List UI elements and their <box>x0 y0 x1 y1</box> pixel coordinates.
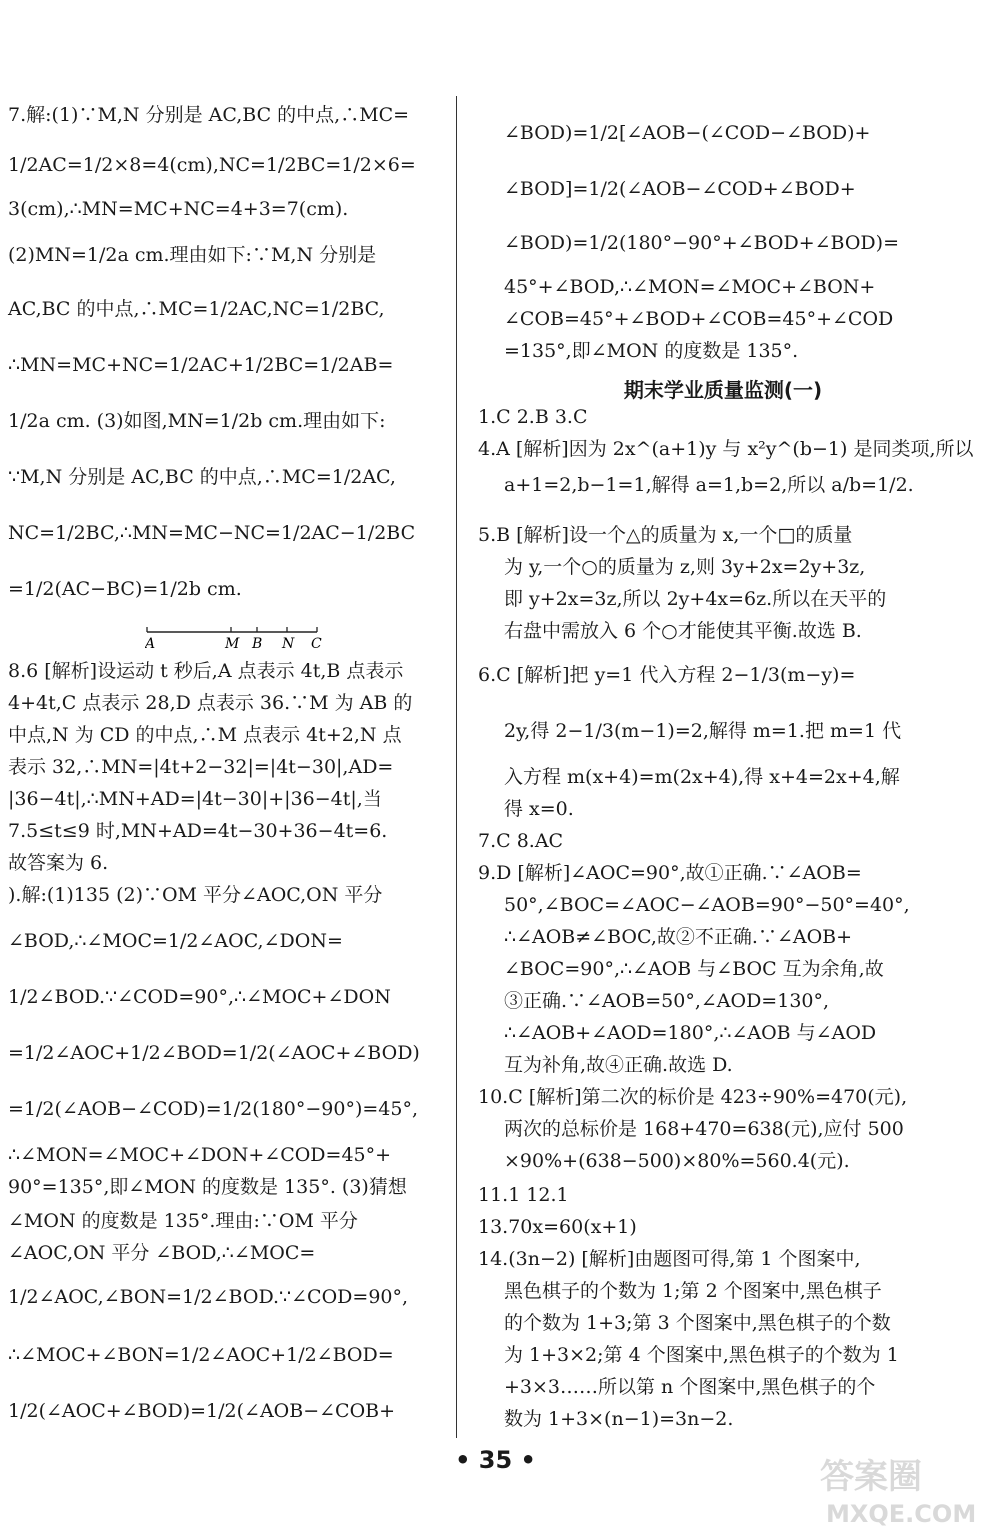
text-line: NC=1/2BC,∴MN=MC−NC=1/2AC−1/2BC <box>8 522 416 544</box>
text-line: ∵M,N 分别是 AC,BC 的中点,∴MC=1/2AC, <box>8 466 396 488</box>
text-line: 表示 32,∴MN=|4t+2−32|=|4t−30|,AD= <box>8 756 394 778</box>
text-line: 为 1+3×2;第 4 个图案中,黑色棋子的个数为 1 <box>504 1344 899 1366</box>
text-line: 两次的总标价是 168+470=638(元),应付 500 <box>504 1118 904 1140</box>
text-line: 1/2∠AOC,∠BON=1/2∠BOD.∵∠COD=90°, <box>8 1286 409 1308</box>
text-line: =1/2(∠AOB−∠COD)=1/2(180°−90°)=45°, <box>8 1098 419 1120</box>
text-line: ∠BOD)=1/2(180°−90°+∠BOD+∠BOD)= <box>504 232 899 254</box>
text-line: 45°+∠BOD,∴∠MON=∠MOC+∠BON+ <box>504 276 876 298</box>
watermark-domain: MXQE.COM <box>826 1500 977 1528</box>
text-line: 7.C 8.AC <box>478 830 564 852</box>
text-line: 1/2AC=1/2×8=4(cm),NC=1/2BC=1/2×6= <box>8 154 416 176</box>
text-line: 14.(3n−2) [解析]由题图可得,第 1 个图案中, <box>478 1248 861 1270</box>
text-line: =1/2∠AOC+1/2∠BOD=1/2(∠AOC+∠BOD) <box>8 1042 420 1064</box>
section-title: 期末学业质量监测(一) <box>623 378 823 402</box>
point-label-c: C <box>311 636 322 652</box>
text-line: 2y,得 2−1/3(m−1)=2,解得 m=1.把 m=1 代 <box>504 720 902 742</box>
point-label-m: M <box>225 636 240 652</box>
text-line: 互为补角,故④正确.故选 D. <box>504 1054 733 1076</box>
text-line: 中点,N 为 CD 的中点,∴M 点表示 4t+2,N 点 <box>8 724 402 746</box>
text-line: 8.6 [解析]设运动 t 秒后,A 点表示 4t,B 点表示 <box>8 660 404 682</box>
point-label-b: B <box>252 636 263 652</box>
text-line: 90°=135°,即∠MON 的度数是 135°. (3)猜想 <box>8 1176 407 1198</box>
text-line: ∠BOD]=1/2(∠AOB−∠COD+∠BOD+ <box>504 178 856 200</box>
text-line: 得 x=0. <box>504 798 574 820</box>
text-line: 1/2(∠AOC+∠BOD)=1/2(∠AOB−∠COB+ <box>8 1400 396 1422</box>
text-line: 7.解:(1)∵M,N 分别是 AC,BC 的中点,∴MC= <box>8 104 410 126</box>
text-line: ∴∠AOB≠∠BOC,故②不正确.∵∠AOB+ <box>504 926 853 948</box>
text-line: 7.5≤t≤9 时,MN+AD=4t−30+36−4t=6. <box>8 820 388 842</box>
watermark-text: 答案圈 <box>820 1457 922 1497</box>
text-line: +3×3……所以第 n 个图案中,黑色棋子的个 <box>504 1376 876 1398</box>
text-line: 5.B [解析]设一个△的质量为 x,一个□的质量 <box>478 524 853 546</box>
text-line: ∠MON 的度数是 135°.理由:∵OM 平分 <box>8 1210 358 1232</box>
text-line: 即 y+2x=3z,所以 2y+4x=6z.所以在天平的 <box>504 588 887 610</box>
text-line: ∠AOC,ON 平分 ∠BOD,∴∠MOC= <box>8 1242 316 1264</box>
text-line: 故答案为 6. <box>8 852 109 874</box>
text-line: AC,BC 的中点,∴MC=1/2AC,NC=1/2BC, <box>8 298 385 320</box>
text-line: ∠BOD)=1/2[∠AOB−(∠COD−∠BOD)+ <box>504 122 871 144</box>
text-line: 为 y,一个○的质量为 z,则 3y+2x=2y+3z, <box>504 556 866 578</box>
text-line: ∴∠MOC+∠BON=1/2∠AOC+1/2∠BOD= <box>8 1344 394 1366</box>
point-label-a: A <box>145 636 156 652</box>
text-line: 数为 1+3×(n−1)=3n−2. <box>504 1408 734 1430</box>
text-line: 11.1 12.1 <box>478 1184 569 1206</box>
text-line: |36−4t|,∴MN+AD=|4t−30|+|36−4t|,当 <box>8 788 382 810</box>
text-line: =135°,即∠MON 的度数是 135°. <box>504 340 799 362</box>
text-line: ∴MN=MC+NC=1/2AC+1/2BC=1/2AB= <box>8 354 394 376</box>
text-line: 右盘中需放入 6 个○才能使其平衡.故选 B. <box>504 620 862 642</box>
text-line: 50°,∠BOC=∠AOC−∠AOB=90°−50°=40°, <box>504 894 910 916</box>
text-line: ∠COB=45°+∠BOD+∠COB=45°+∠COD <box>504 308 894 330</box>
text-line: 4.A [解析]因为 2x^(a+1)y 与 x²y^(b−1) 是同类项,所以 <box>478 438 974 460</box>
text-line: 10.C [解析]第二次的标价是 423÷90%=470(元), <box>478 1086 908 1108</box>
text-line: ).解:(1)135 (2)∵OM 平分∠AOC,ON 平分 <box>8 884 383 906</box>
text-line: 入方程 m(x+4)=m(2x+4),得 x+4=2x+4,解 <box>504 766 900 788</box>
watermark-logo <box>812 1450 982 1530</box>
text-line: 1/2∠BOD.∵∠COD=90°,∴∠MOC+∠DON <box>8 986 391 1008</box>
text-line: ∴∠AOB+∠AOD=180°,∴∠AOB 与∠AOD <box>504 1022 877 1044</box>
text-line: 的个数为 1+3;第 3 个图案中,黑色棋子的个数 <box>504 1312 891 1334</box>
number-line-figure <box>145 622 325 652</box>
text-line: 3(cm),∴MN=MC+NC=4+3=7(cm). <box>8 198 349 220</box>
text-line: ∠BOC=90°,∴∠AOB 与∠BOC 互为余角,故 <box>504 958 884 980</box>
text-line: ×90%+(638−500)×80%=560.4(元). <box>504 1150 850 1172</box>
text-line: ③正确.∵∠AOB=50°,∠AOD=130°, <box>504 990 830 1012</box>
text-line: 9.D [解析]∠AOC=90°,故①正确.∵∠AOB= <box>478 862 862 884</box>
text-line: 1.C 2.B 3.C <box>478 406 588 428</box>
text-line: a+1=2,b−1=1,解得 a=1,b=2,所以 a/b=1/2. <box>504 474 914 496</box>
text-line: 1/2a cm. (3)如图,MN=1/2b cm.理由如下: <box>8 410 386 432</box>
page-number: • 35 • <box>455 1446 536 1474</box>
text-line: 4+4t,C 点表示 28,D 点表示 36.∵M 为 AB 的 <box>8 692 413 714</box>
text-line: 黑色棋子的个数为 1;第 2 个图案中,黑色棋子 <box>504 1280 882 1302</box>
text-line: (2)MN=1/2a cm.理由如下:∵M,N 分别是 <box>8 244 377 266</box>
column-divider <box>456 96 457 1438</box>
text-line: ∠BOD,∴∠MOC=1/2∠AOC,∠DON= <box>8 930 343 952</box>
text-line: 6.C [解析]把 y=1 代入方程 2−1/3(m−y)= <box>478 664 856 686</box>
text-line: 13.70x=60(x+1) <box>478 1216 637 1238</box>
text-line: =1/2(AC−BC)=1/2b cm. <box>8 578 242 600</box>
text-line: ∴∠MON=∠MOC+∠DON+∠COD=45°+ <box>8 1144 392 1166</box>
point-label-n: N <box>282 636 295 652</box>
